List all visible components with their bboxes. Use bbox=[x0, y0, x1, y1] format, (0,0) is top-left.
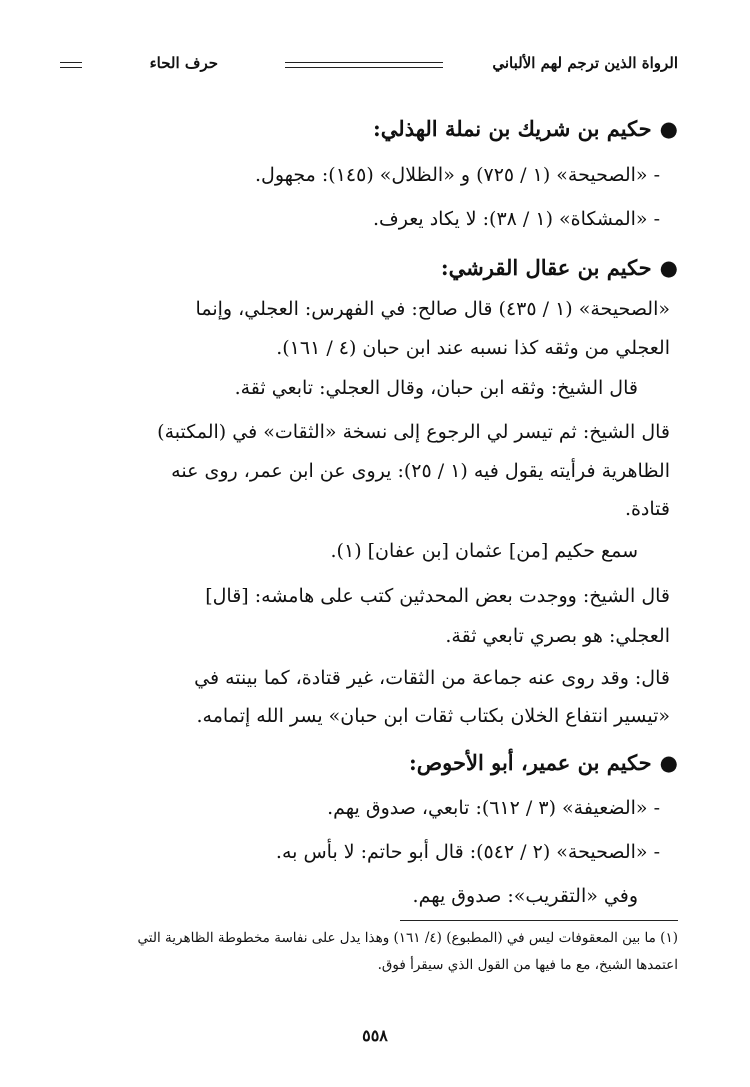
entry-line: «تيسير انتفاع الخلان بكتاب ثقات ابن حبان» يسر الله إتمامه. bbox=[196, 705, 670, 727]
entry-name: حكيم بن عقال القرشي: bbox=[440, 255, 652, 280]
entry-line: «الصحيحة» (١ / ٤٣٥) قال صالح: في الفهرس: العجلي، وإنما bbox=[195, 298, 670, 320]
entry-line: قتادة. bbox=[624, 498, 670, 520]
footnote-rule bbox=[400, 920, 678, 921]
entry-line: سمع حكيم [من] عثمان [بن عفان] (١). bbox=[330, 540, 638, 562]
entry-line: قال الشيخ: ثم تيسر لي الرجوع إلى نسخة «الثقات» في (المكتبة) bbox=[157, 421, 670, 443]
entry-heading bbox=[373, 116, 678, 141]
page-number: ٥٥٨ bbox=[362, 1026, 388, 1045]
bullet-icon: ● bbox=[659, 255, 678, 280]
entry-name: حكيم بن عمير، أبو الأحوص: bbox=[409, 750, 652, 775]
entry-heading bbox=[441, 255, 678, 280]
entry-line: وفي «التقريب»: صدوق يهم. bbox=[412, 885, 638, 907]
entry-line: العجلي من وثقه كذا نسبه عند ابن حبان (٤ / ١٦١). bbox=[276, 337, 670, 359]
entry-line: قال: وقد روى عنه جماعة من الثقات، غير قتادة، كما بينته في bbox=[194, 667, 670, 689]
entry-line: الظاهرية فرأيته يقول فيه (١ / ٢٥): يروى عن ابن عمر، روى عنه bbox=[171, 460, 670, 482]
entry-line: - «الصحيحة» (٢ / ٥٤٢): قال أبو حاتم: لا بأس به. bbox=[275, 841, 660, 863]
footnote-line: اعتمدها الشيخ، مع ما فيها من القول الذي سيقرأ فوق. bbox=[377, 957, 678, 973]
bullet-icon: ● bbox=[659, 116, 678, 141]
bullet-icon: ● bbox=[659, 750, 678, 775]
header-short-rule bbox=[60, 62, 82, 68]
entry-name: حكيم بن شريك بن نملة الهذلي: bbox=[373, 116, 652, 141]
header-double-rule bbox=[285, 62, 443, 68]
entry-line: - «الضعيفة» (٣ / ٦١٢): تابعي، صدوق يهم. bbox=[327, 797, 660, 819]
entry-line: العجلي: هو بصري تابعي ثقة. bbox=[445, 625, 670, 647]
header-chapter: حرف الحاء bbox=[149, 54, 218, 72]
running-header bbox=[60, 54, 678, 80]
entry-heading bbox=[409, 750, 678, 775]
entry-line: - «الصحيحة» (١ / ٧٢٥) و «الظلال» (١٤٥): مجهول. bbox=[255, 164, 660, 186]
entry-line: - «المشكاة» (١ / ٣٨): لا يكاد يعرف. bbox=[372, 208, 660, 230]
footnote-line: (١) ما بين المعقوفات ليس في (المطبوع) (٤/ ١٦١) وهذا يدل على نفاسة مخطوطة الظاهرية التي bbox=[137, 930, 678, 946]
header-title: الرواة الذين ترجم لهم الألباني bbox=[492, 54, 678, 72]
entry-line: قال الشيخ: ووجدت بعض المحدثين كتب على هامشه: [قال] bbox=[205, 585, 670, 607]
entry-line: قال الشيخ: وثقه ابن حبان، وقال العجلي: تابعي ثقة. bbox=[234, 377, 638, 399]
